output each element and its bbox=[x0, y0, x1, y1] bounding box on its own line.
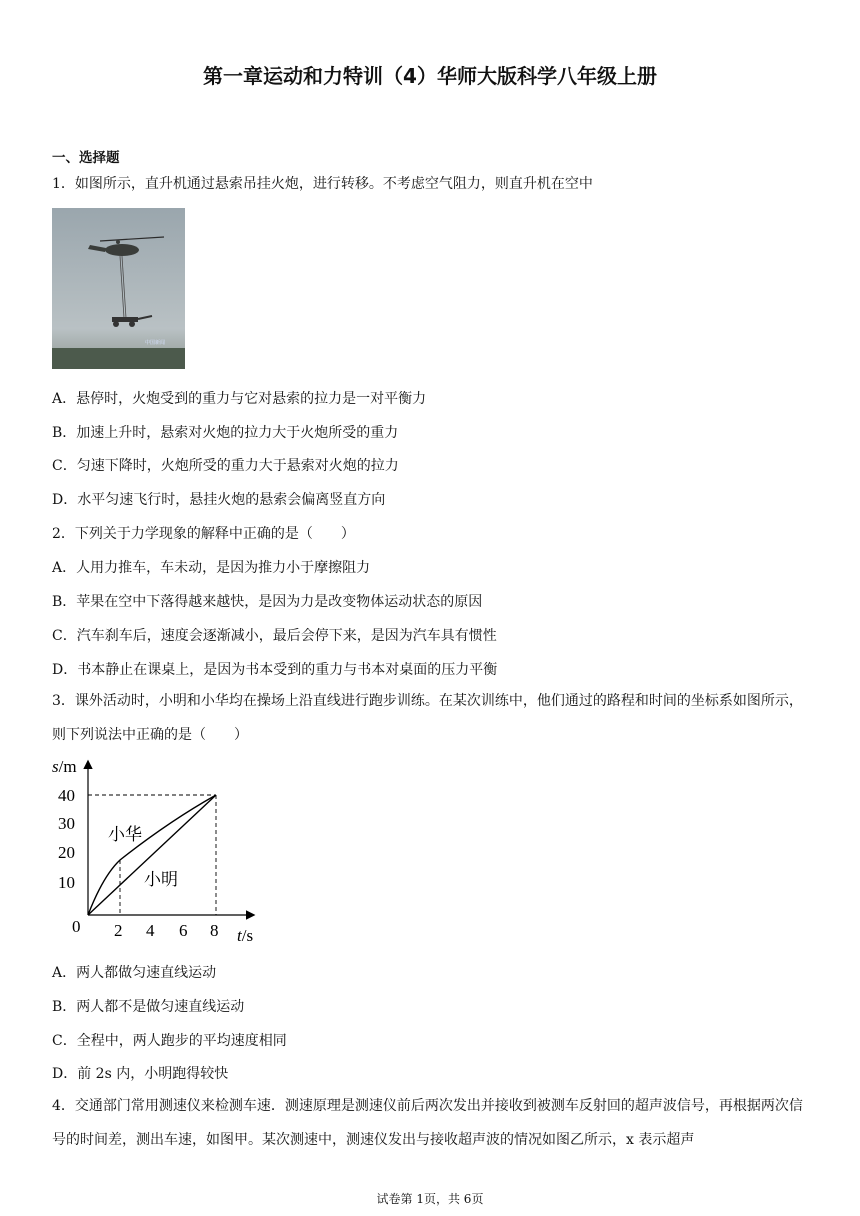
q3-option-a: A．两人都做匀速直线运动 bbox=[52, 965, 217, 981]
x-tick-8: 8 bbox=[210, 921, 219, 940]
page-footer: 试卷第 1页，共 6页 bbox=[376, 1192, 484, 1206]
q2-option-a: A．人用力推车，车未动，是因为推力小于摩擦阻力 bbox=[52, 560, 371, 576]
x-tick-4: 4 bbox=[146, 921, 155, 940]
x-tick-6: 6 bbox=[179, 921, 188, 940]
q3-option-c: C．全程中，两人跑步的平均速度相同 bbox=[52, 1033, 287, 1049]
q2-option-c: C．汽车刹车后，速度会逐渐减小，最后会停下来，是因为汽车具有惯性 bbox=[52, 628, 497, 644]
q2-option-d: D．书本静止在课桌上，是因为书本受到的重力与书本对桌面的压力平衡 bbox=[52, 662, 498, 678]
origin-label: 0 bbox=[72, 917, 81, 936]
q1-option-a: A．悬停时，火炮受到的重力与它对悬索的拉力是一对平衡力 bbox=[52, 391, 427, 407]
y-tick-40: 40 bbox=[58, 786, 75, 805]
xiaoming-line bbox=[88, 795, 216, 915]
q3-option-d: D．前 2s 内，小明跑得较快 bbox=[52, 1066, 229, 1082]
q3-option-b: B．两人都不是做匀速直线运动 bbox=[52, 999, 245, 1015]
q1-option-c: C．匀速下降时，火炮所受的重力大于悬索对火炮的拉力 bbox=[52, 458, 399, 474]
question-2-stem: 2．下列关于力学现象的解释中正确的是（ ） bbox=[52, 526, 355, 542]
q2-option-b: B．苹果在空中下落得越来越快，是因为力是改变物体运动状态的原因 bbox=[52, 594, 483, 610]
distance-time-graph bbox=[48, 754, 268, 954]
series-label-xiaohua: 小华 bbox=[108, 825, 142, 845]
q1-option-d: D．水平匀速飞行时，悬挂火炮的悬索会偏离竖直方向 bbox=[52, 492, 386, 508]
question-3-stem: 3．课外活动时，小明和小华均在操场上沿直线进行跑步训练。在某次训练中，他们通过的路程和时间的坐标系如图所示，则下列说法中正确的是（ ） bbox=[52, 693, 803, 743]
y-tick-10: 10 bbox=[58, 873, 75, 892]
question-1-stem: 1．如图所示，直升机通过悬索吊挂火炮，进行转移。不考虑空气阻力，则直升机在空中 bbox=[52, 176, 593, 192]
y-tick-30: 30 bbox=[58, 814, 75, 833]
section-heading: 一、选择题 bbox=[52, 150, 120, 166]
series-label-xiaoming: 小明 bbox=[144, 870, 178, 890]
helicopter-photo bbox=[52, 208, 185, 369]
y-axis-label: s/m bbox=[52, 757, 77, 776]
x-axis-label: t/s bbox=[237, 926, 254, 945]
question-4-stem: 4．交通部门常用测速仪来检测车速．测速原理是测速仪前后两次发出并接收到被测车反射回的超声波信号，再根据两次信号的时间差，测出车速，如图甲。某次测速中，测速仪发出与接收超声波的情况如图乙所示，x 表示超声 bbox=[52, 1098, 803, 1148]
x-tick-2: 2 bbox=[114, 921, 123, 940]
y-tick-20: 20 bbox=[58, 843, 75, 862]
q1-option-b: B．加速上升时，悬索对火炮的拉力大于火炮所受的重力 bbox=[52, 425, 399, 441]
photo-watermark: 中国新闻 bbox=[145, 340, 166, 346]
page-title: 第一章运动和力特训（4）华师大版科学八年级上册 bbox=[203, 64, 657, 88]
